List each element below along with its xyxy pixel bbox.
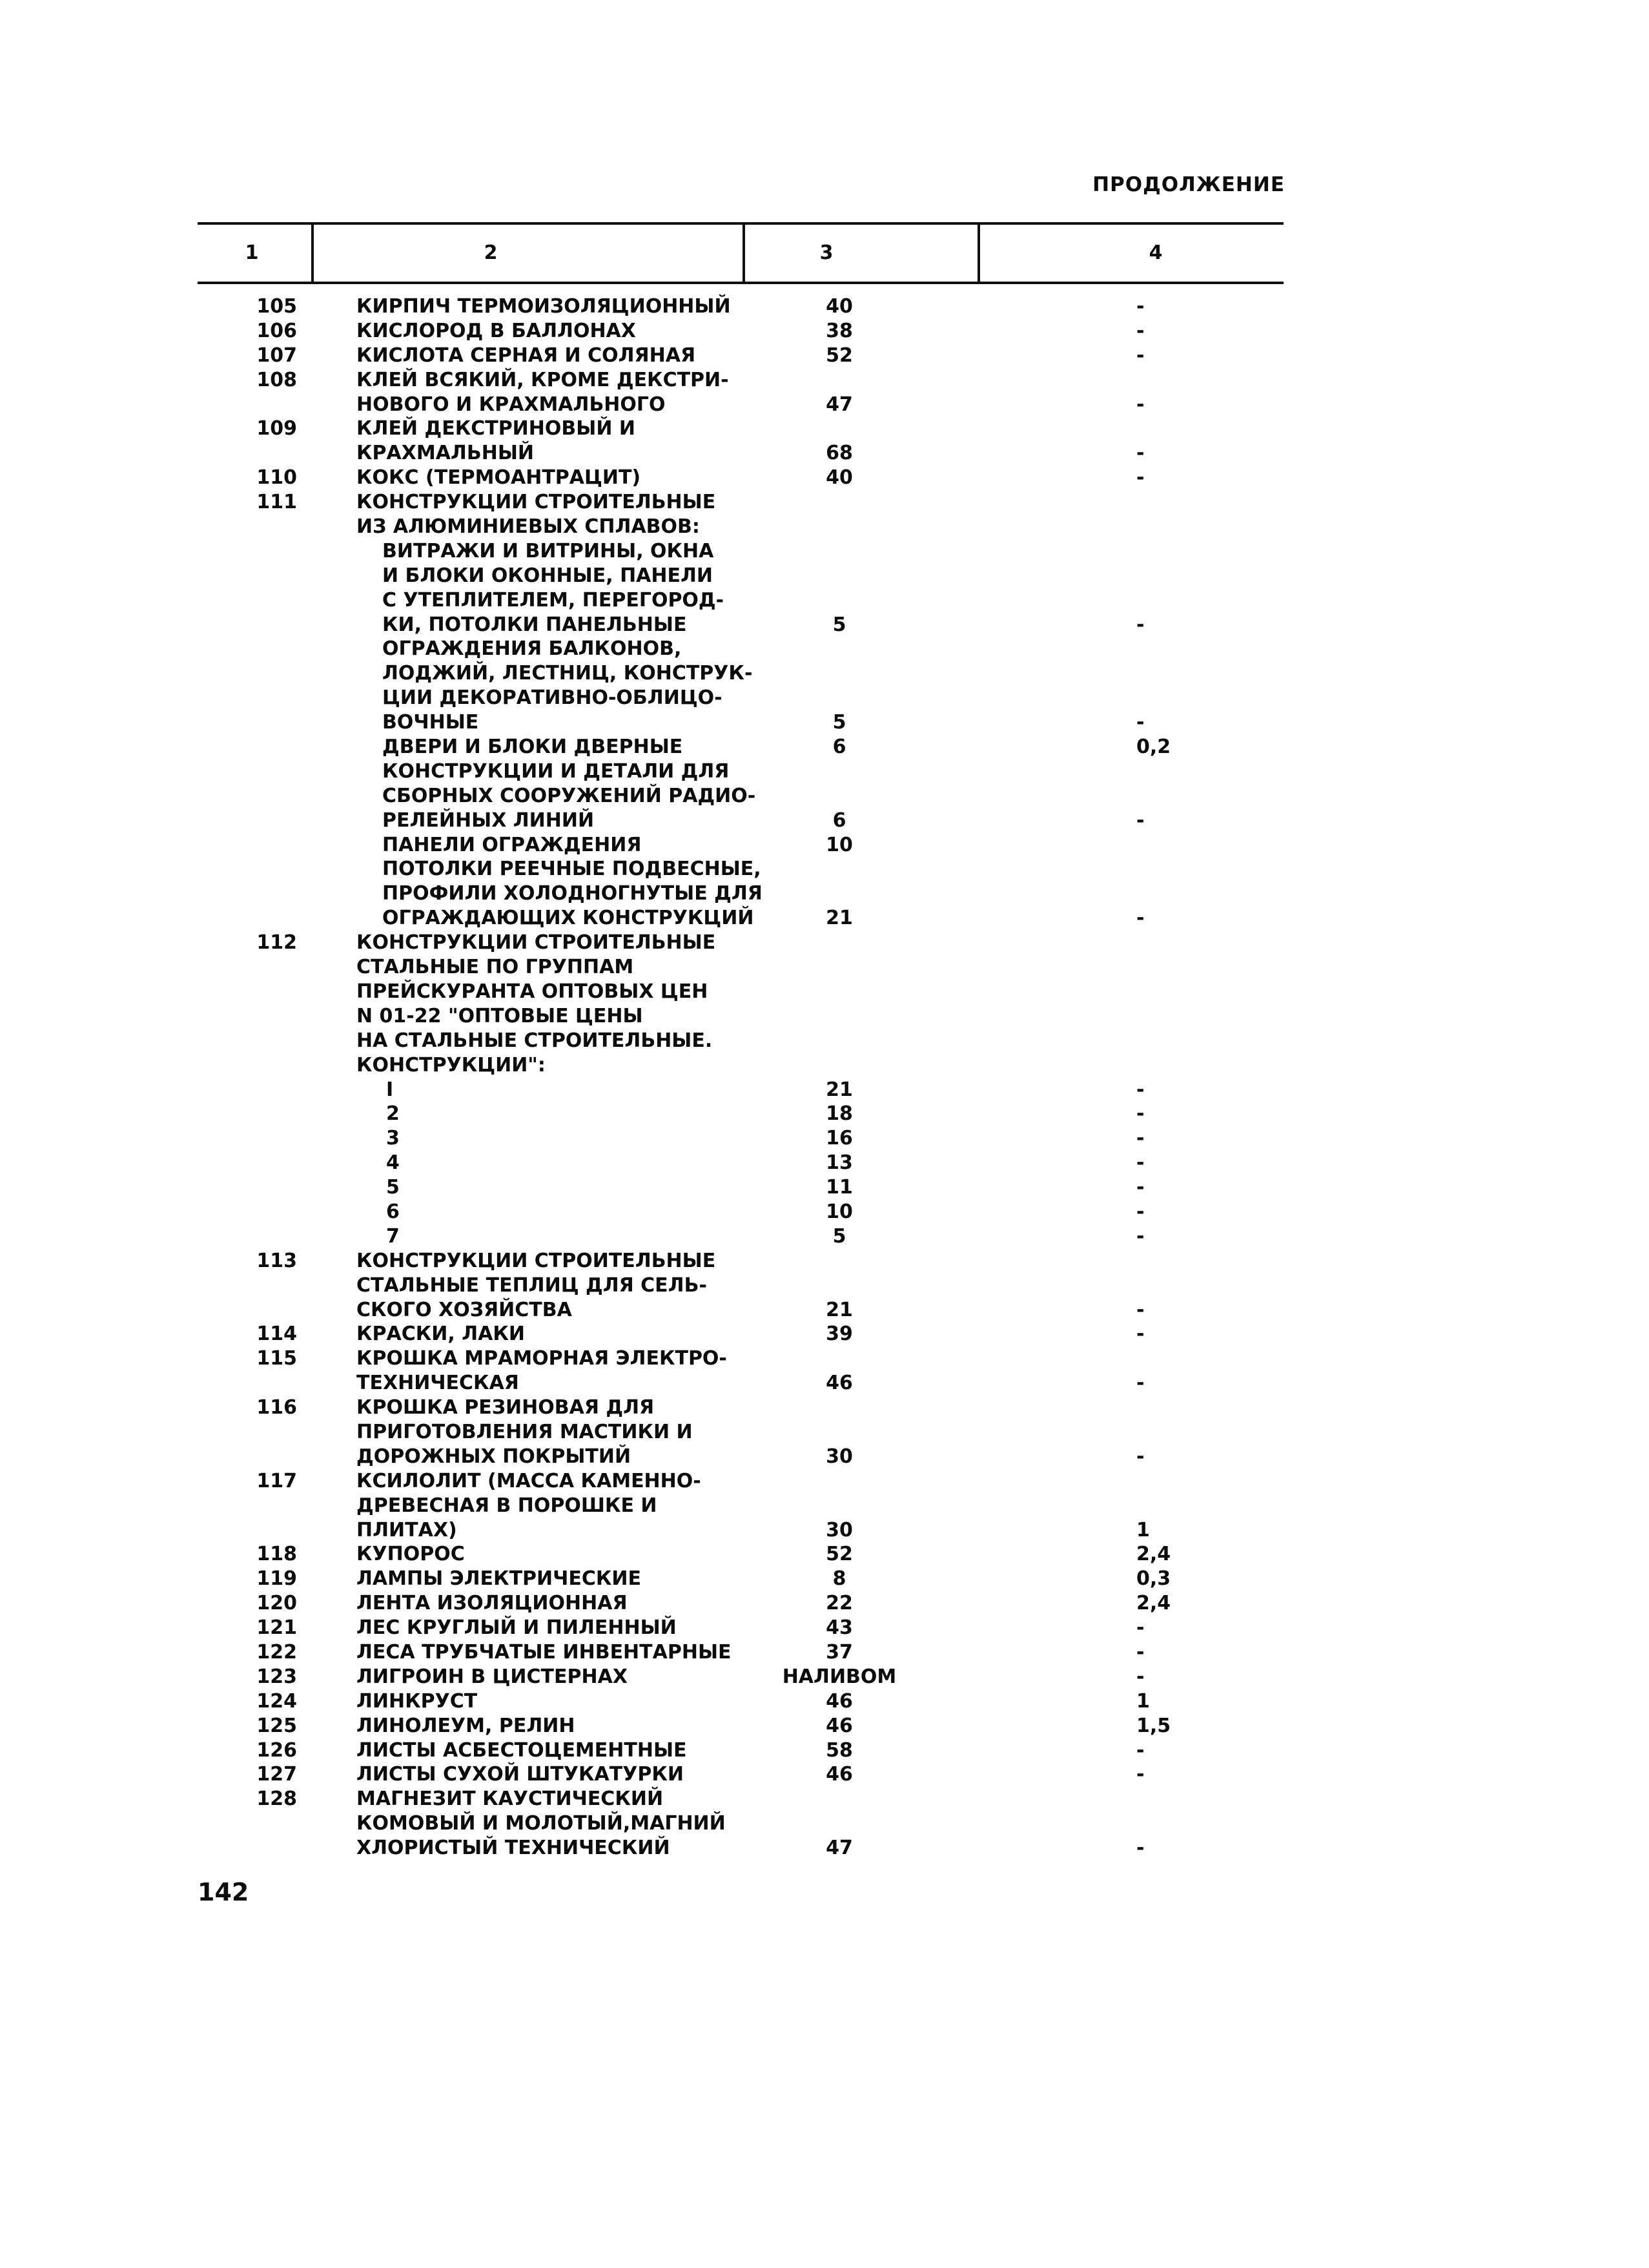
item-name: 3 (386, 1127, 400, 1150)
item-value-col3: 5 (832, 613, 846, 636)
item-name: I (386, 1078, 394, 1101)
table-row (0, 1445, 1649, 1469)
column-header-1: 1 (245, 242, 259, 264)
table-row (0, 319, 1649, 344)
item-number: 128 (256, 1788, 297, 1811)
item-value-col4: - (1136, 1763, 1145, 1786)
item-name: СТАЛЬНЫЕ ТЕПЛИЦ ДЛЯ СЕЛЬ- (356, 1273, 707, 1297)
table-row (0, 1665, 1649, 1689)
item-name: КИСЛОТА СЕРНАЯ И СОЛЯНАЯ (356, 344, 696, 367)
item-value-col4: - (1136, 1224, 1145, 1248)
table-row (0, 735, 1649, 759)
item-name: ЛИНОЛЕУМ, РЕЛИН (356, 1714, 575, 1737)
item-name: КОКС (ТЕРМОАНТРАЦИТ) (356, 466, 641, 490)
item-name: КЛЕЙ ДЕКСТРИНОВЫЙ И (356, 417, 636, 440)
item-name: КРОШКА МРАМОРНАЯ ЭЛЕКТРО- (356, 1347, 727, 1370)
table-row (0, 1078, 1649, 1102)
table-row (0, 1836, 1649, 1861)
item-value-col3: 46 (826, 1372, 853, 1395)
table-top-rule (198, 222, 1284, 225)
table-row (0, 1469, 1649, 1494)
table-row (0, 393, 1649, 417)
item-name: ЦИИ ДЕКОРАТИВНО-ОБЛИЦО- (382, 686, 722, 710)
table-row (0, 1273, 1649, 1298)
item-name: КУПОРОС (356, 1543, 465, 1566)
item-name: КИСЛОРОД В БАЛЛОНАХ (356, 319, 636, 342)
item-number: 123 (256, 1665, 297, 1688)
item-value-col3: 30 (826, 1445, 853, 1468)
table-row (0, 417, 1649, 441)
item-name: КИРПИЧ ТЕРМОИЗОЛЯЦИОННЫЙ (356, 295, 731, 318)
item-number: 114 (256, 1323, 297, 1346)
item-number: 113 (256, 1249, 297, 1272)
item-value-col4: - (1136, 344, 1145, 367)
item-number: 121 (256, 1616, 297, 1640)
column-header-2: 2 (484, 242, 498, 264)
item-name: КРАХМАЛЬНЫЙ (356, 442, 535, 465)
item-name: СБОРНЫХ СООРУЖЕНИЙ РАДИО- (382, 784, 756, 807)
item-value-col3: 6 (832, 809, 846, 832)
item-name: ЛАМПЫ ЭЛЕКТРИЧЕСКИЕ (356, 1567, 642, 1591)
item-name: 4 (386, 1151, 400, 1175)
item-name: КОНСТРУКЦИИ СТРОИТЕЛЬНЫЕ (356, 491, 716, 514)
item-value-col4: - (1136, 1078, 1145, 1101)
item-value-col3: 18 (826, 1102, 853, 1126)
table-row (0, 1689, 1649, 1714)
item-number: 120 (256, 1592, 297, 1615)
table-row (0, 759, 1649, 784)
item-name: ПРЕЙСКУРАНТА ОПТОВЫХ ЦЕН (356, 980, 708, 1003)
table-row (0, 1371, 1649, 1396)
table-row (0, 1224, 1649, 1249)
table-row (0, 1714, 1649, 1738)
item-value-col3: 52 (826, 1543, 853, 1566)
item-name: НА СТАЛЬНЫЕ СТРОИТЕЛЬНЫЕ. (356, 1029, 713, 1052)
item-name: ЛЕНТА ИЗОЛЯЦИОННАЯ (356, 1592, 628, 1615)
item-value-col4: - (1136, 1738, 1145, 1762)
column-divider (311, 223, 314, 284)
item-value-col3: 40 (826, 295, 853, 318)
item-value-col4: - (1136, 319, 1145, 342)
item-value-col4: - (1136, 1445, 1145, 1468)
item-number: 125 (256, 1714, 297, 1737)
item-name: ОГРАЖДАЮЩИХ КОНСТРУКЦИЙ (382, 907, 754, 930)
item-name: ВОЧНЫЕ (382, 711, 479, 734)
table-row (0, 466, 1649, 490)
item-value-col3: НАЛИВОМ (782, 1665, 897, 1688)
item-name: ВИТРАЖИ И ВИТРИНЫ, ОКНА (382, 539, 714, 562)
item-name: N 01-22 "ОПТОВЫЕ ЦЕНЫ (356, 1004, 643, 1027)
item-number: 112 (256, 931, 297, 954)
item-name: 5 (386, 1176, 400, 1199)
item-name: ИЗ АЛЮМИНИЕВЫХ СПЛАВОВ: (356, 515, 700, 539)
item-value-col4: 2,4 (1136, 1592, 1171, 1615)
item-name: 6 (386, 1200, 400, 1223)
table-row (0, 588, 1649, 613)
item-number: 124 (256, 1689, 297, 1713)
table-row (0, 1640, 1649, 1665)
table-row (0, 1298, 1649, 1323)
item-name: ДОРОЖНЫХ ПОКРЫТИЙ (356, 1445, 631, 1468)
item-name: ПЛИТАХ) (356, 1518, 457, 1541)
item-value-col4: - (1136, 1640, 1145, 1664)
item-value-col3: 5 (832, 1224, 846, 1248)
table-row (0, 1762, 1649, 1787)
item-name: СТАЛЬНЫЕ ПО ГРУППАМ (356, 956, 634, 979)
item-name: КИ, ПОТОЛКИ ПАНЕЛЬНЫЕ (382, 613, 687, 636)
item-value-col4: - (1136, 1102, 1145, 1126)
item-value-col4: - (1136, 1616, 1145, 1640)
item-value-col3: 46 (826, 1689, 853, 1713)
table-row (0, 1567, 1649, 1591)
item-name: НОВОГО И КРАХМАЛЬНОГО (356, 393, 666, 416)
item-name: ДВЕРИ И БЛОКИ ДВЕРНЫЕ (382, 736, 683, 759)
page-number: 142 (198, 1878, 249, 1906)
item-value-col4: 0,2 (1136, 736, 1171, 759)
item-number: 122 (256, 1640, 297, 1664)
item-value-col3: 46 (826, 1714, 853, 1737)
item-value-col3: 21 (826, 1298, 853, 1321)
item-value-col3: 13 (826, 1151, 853, 1175)
item-name: МАГНЕЗИТ КАУСТИЧЕСКИЙ (356, 1788, 664, 1811)
item-name: КРОШКА РЕЗИНОВАЯ ДЛЯ (356, 1396, 655, 1419)
item-name: ЛИСТЫ СУХОЙ ШТУКАТУРКИ (356, 1763, 684, 1786)
item-name: КОМОВЫЙ И МОЛОТЫЙ,МАГНИЙ (356, 1812, 726, 1835)
item-value-col4: 1 (1136, 1518, 1150, 1541)
item-value-col4: 0,3 (1136, 1567, 1171, 1591)
table-row (0, 294, 1649, 319)
item-value-col4: 1 (1136, 1689, 1150, 1713)
item-number: 111 (256, 491, 297, 514)
table-row (0, 881, 1649, 906)
item-name: ЛЕС КРУГЛЫЙ И ПИЛЕННЫЙ (356, 1616, 677, 1640)
table-row (0, 661, 1649, 686)
item-value-col3: 10 (826, 1200, 853, 1223)
table-row (0, 955, 1649, 980)
item-number: 109 (256, 417, 297, 440)
item-name: ПОТОЛКИ РЕЕЧНЫЕ ПОДВЕСНЫЕ, (382, 858, 761, 881)
item-name: ЛИНКРУСТ (356, 1689, 478, 1713)
item-name: КСИЛОЛИТ (МАССА КАМЕННО- (356, 1469, 701, 1492)
item-value-col4: - (1136, 1151, 1145, 1175)
table-row (0, 1738, 1649, 1763)
item-value-col4: - (1136, 1127, 1145, 1150)
table-row (0, 1322, 1649, 1346)
item-value-col3: 40 (826, 466, 853, 490)
column-header-3: 3 (819, 242, 834, 264)
item-value-col3: 6 (832, 736, 846, 759)
item-value-col3: 21 (826, 1078, 853, 1101)
item-value-col3: 46 (826, 1763, 853, 1786)
table-row (0, 1542, 1649, 1567)
item-name: ОГРАЖДЕНИЯ БАЛКОНОВ, (382, 637, 682, 661)
item-name: КОНСТРУКЦИИ": (356, 1053, 546, 1077)
column-divider (743, 223, 745, 284)
column-divider (978, 223, 980, 284)
item-value-col4: - (1136, 1176, 1145, 1199)
item-value-col3: 68 (826, 442, 853, 465)
table-row (0, 1591, 1649, 1616)
item-value-col4: 1,5 (1136, 1714, 1171, 1737)
item-value-col3: 21 (826, 907, 853, 930)
table-row (0, 1346, 1649, 1371)
item-value-col3: 39 (826, 1323, 853, 1346)
table-row (0, 1126, 1649, 1151)
item-name: КОНСТРУКЦИИ СТРОИТЕЛЬНЫЕ (356, 931, 716, 954)
item-value-col4: - (1136, 466, 1145, 490)
item-name: С УТЕПЛИТЕЛЕМ, ПЕРЕГОРОД- (382, 588, 724, 612)
table-row (0, 1787, 1649, 1811)
item-number: 110 (256, 466, 297, 490)
table-row (0, 906, 1649, 931)
item-number: 118 (256, 1543, 297, 1566)
table-header-rule (198, 282, 1284, 284)
table-row (0, 1811, 1649, 1836)
item-value-col4: - (1136, 295, 1145, 318)
table-row (0, 490, 1649, 515)
item-name: КРАСКИ, ЛАКИ (356, 1323, 525, 1346)
item-value-col3: 47 (826, 393, 853, 416)
item-value-col3: 43 (826, 1616, 853, 1640)
item-value-col3: 52 (826, 344, 853, 367)
item-value-col3: 47 (826, 1837, 853, 1860)
item-name: ЛЕСА ТРУБЧАТЫЕ ИНВЕНТАРНЫЕ (356, 1640, 732, 1664)
table-row (0, 1004, 1649, 1029)
item-number: 126 (256, 1738, 297, 1762)
item-number: 117 (256, 1469, 297, 1492)
table-row (0, 710, 1649, 735)
table-row (0, 1151, 1649, 1175)
item-number: 115 (256, 1347, 297, 1370)
table-row (0, 931, 1649, 955)
item-name: РЕЛЕЙНЫХ ЛИНИЙ (382, 809, 595, 832)
table-row (0, 637, 1649, 661)
item-name: ПРОФИЛИ ХОЛОДНОГНУТЫЕ ДЛЯ (382, 882, 763, 905)
table-row (0, 1396, 1649, 1420)
table-row (0, 833, 1649, 858)
table-row (0, 809, 1649, 833)
item-name: КОНСТРУКЦИИ СТРОИТЕЛЬНЫЕ (356, 1249, 716, 1272)
item-value-col3: 10 (826, 833, 853, 856)
table-row (0, 784, 1649, 809)
table-row (0, 368, 1649, 393)
item-value-col3: 22 (826, 1592, 853, 1615)
item-value-col4: - (1136, 711, 1145, 734)
item-value-col4: 2,4 (1136, 1543, 1171, 1566)
table-row (0, 1053, 1649, 1078)
table-row (0, 1494, 1649, 1518)
table-row (0, 1175, 1649, 1200)
item-value-col3: 16 (826, 1127, 853, 1150)
item-name: КЛЕЙ ВСЯКИЙ, КРОМЕ ДЕКСТРИ- (356, 368, 729, 391)
item-name: ПАНЕЛИ ОГРАЖДЕНИЯ (382, 833, 642, 856)
table-row (0, 1102, 1649, 1126)
item-value-col4: - (1136, 1665, 1145, 1688)
table-row (0, 539, 1649, 564)
item-value-col4: - (1136, 1323, 1145, 1346)
table-row (0, 1616, 1649, 1640)
item-name: КОНСТРУКЦИИ И ДЕТАЛИ ДЛЯ (382, 759, 730, 783)
table-row (0, 344, 1649, 368)
item-value-col3: 8 (832, 1567, 846, 1591)
item-number: 107 (256, 344, 297, 367)
item-name: ЛОДЖИЙ, ЛЕСТНИЦ, КОНСТРУК- (382, 662, 753, 685)
item-number: 119 (256, 1567, 297, 1591)
table-row (0, 1029, 1649, 1053)
item-name: ЛИГРОИН В ЦИСТЕРНАХ (356, 1665, 628, 1688)
column-header-4: 4 (1149, 242, 1163, 264)
item-name: И БЛОКИ ОКОННЫЕ, ПАНЕЛИ (382, 564, 713, 587)
item-value-col4: - (1136, 1372, 1145, 1395)
item-value-col3: 30 (826, 1518, 853, 1541)
table-row (0, 1420, 1649, 1445)
item-value-col4: - (1136, 1837, 1145, 1860)
table-row (0, 564, 1649, 588)
item-number: 105 (256, 295, 297, 318)
item-value-col3: 58 (826, 1738, 853, 1762)
item-value-col4: - (1136, 613, 1145, 636)
item-value-col3: 11 (826, 1176, 853, 1199)
table-row (0, 441, 1649, 466)
item-name: ЛИСТЫ АСБЕСТОЦЕМЕНТНЫЕ (356, 1738, 687, 1762)
table-row (0, 857, 1649, 881)
table-row (0, 980, 1649, 1004)
item-number: 106 (256, 319, 297, 342)
table-body (0, 294, 1649, 1861)
item-value-col4: - (1136, 393, 1145, 416)
item-value-col3: 5 (832, 711, 846, 734)
table-row (0, 613, 1649, 637)
item-name: ПРИГОТОВЛЕНИЯ МАСТИКИ И (356, 1420, 693, 1443)
table-row (0, 686, 1649, 710)
item-number: 116 (256, 1396, 297, 1419)
item-value-col3: 37 (826, 1640, 853, 1664)
item-number: 127 (256, 1763, 297, 1786)
item-name: ДРЕВЕСНАЯ В ПОРОШКЕ И (356, 1494, 657, 1517)
item-name: СКОГО ХОЗЯЙСТВА (356, 1298, 572, 1321)
item-number: 108 (256, 368, 297, 391)
table-row (0, 1249, 1649, 1273)
item-value-col3: 38 (826, 319, 853, 342)
item-name: 7 (386, 1224, 400, 1248)
table-row (0, 1200, 1649, 1224)
item-name: ХЛОРИСТЫЙ ТЕХНИЧЕСКИЙ (356, 1837, 670, 1860)
table-row (0, 515, 1649, 539)
continuation-label: ПРОДОЛЖЕНИЕ (1092, 173, 1285, 196)
item-value-col4: - (1136, 442, 1145, 465)
item-name: ТЕХНИЧЕСКАЯ (356, 1372, 519, 1395)
item-value-col4: - (1136, 1298, 1145, 1321)
table-row (0, 1518, 1649, 1543)
item-value-col4: - (1136, 809, 1145, 832)
item-value-col4: - (1136, 907, 1145, 930)
item-value-col4: - (1136, 1200, 1145, 1223)
item-name: 2 (386, 1102, 400, 1126)
